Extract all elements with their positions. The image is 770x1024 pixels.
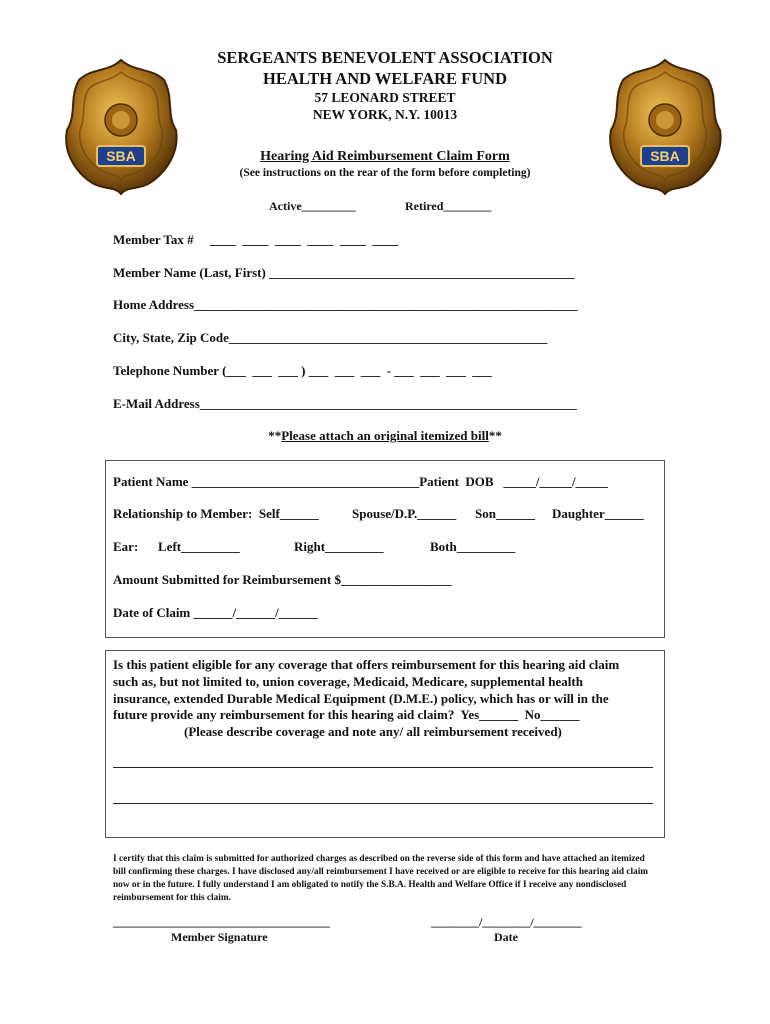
badge-text-right: SBA — [650, 148, 680, 164]
amount-submitted-field[interactable]: Amount Submitted for Reimbursement $_________________ — [113, 572, 452, 587]
patient-name-dob-field[interactable]: Patient Name ___________________________________Patient DOB _____/_____/_____ — [113, 474, 609, 489]
telephone-field[interactable]: Telephone Number (___ ___ ___ ) ___ ___ ___ - ___ ___ ___ ___ — [113, 363, 492, 378]
signature-label: Member Signature — [171, 930, 268, 944]
coverage-describe-note: (Please describe coverage and note any/ all reimbursement received) — [184, 724, 562, 739]
coverage-line3: insurance, extended Durable Medical Equipment (D.M.E.) policy, which has or will in the — [113, 691, 609, 706]
badge-text-left: SBA — [106, 148, 136, 164]
signature-date-label: Date — [494, 930, 518, 944]
ear-left-field[interactable]: Left_________ — [158, 539, 240, 554]
form-title: Hearing Aid Reimbursement Claim Form — [260, 149, 510, 164]
signature-line[interactable]: ______________________________________ — [113, 915, 330, 929]
ear-right-field[interactable]: Right_________ — [294, 539, 384, 554]
city-state-zip-field[interactable]: City, State, Zip Code_________________________________________________ — [113, 330, 548, 345]
attach-note-text: Please attach an original itemized bill — [281, 428, 489, 443]
coverage-yes-no-field[interactable]: future provide any reimbursement for this hearing aid claim? Yes______ No______ — [113, 707, 580, 722]
certification-text: I certify that this claim is submitted for authorized charges as described on the reverse side of this form and have attached an itemized bill confirming these charges. I have disclosed any/all reimbursement I have received or are eligible to receive for this hearing aid claim now or in the future. I fully understand I am obligated to notify the S.B.A. Health and Welfare Office if I receive any nondisclosed reimbursement for this claim. — [113, 854, 649, 903]
active-field[interactable]: Active_________ — [269, 199, 356, 213]
org-name-line2: HEALTH AND WELFARE FUND — [262, 69, 508, 88]
form-instructions: (See instructions on the rear of the form before completing) — [239, 167, 531, 179]
retired-field[interactable]: Retired________ — [405, 199, 492, 213]
attach-note-suffix: ** — [488, 428, 502, 443]
org-name-line1: SERGEANTS BENEVOLENT ASSOCIATION — [217, 48, 553, 67]
coverage-line2: such as, but not limited to, union coverage, Medicaid, Medicare, supplemental health — [113, 674, 583, 689]
ear-both-field[interactable]: Both_________ — [430, 539, 516, 554]
coverage-description-line2[interactable] — [113, 803, 653, 804]
relationship-spouse-field[interactable]: Spouse/D.P.______ — [352, 506, 457, 521]
relationship-daughter-field[interactable]: Daughter______ — [552, 506, 644, 521]
attach-note-prefix: ** — [268, 428, 282, 443]
member-name-field[interactable]: Member Name (Last, First) _______________________________________________ — [113, 265, 575, 280]
relationship-son-field[interactable]: Son______ — [475, 506, 535, 521]
date-of-claim-field[interactable]: Date of Claim ______/______/______ — [113, 605, 318, 620]
ear-label: Ear: — [113, 539, 139, 554]
member-tax-field[interactable]: Member Tax # ____ ____ ____ ____ ____ ____ — [113, 232, 399, 247]
coverage-description-line1[interactable] — [113, 767, 653, 768]
address-line1: 57 LEONARD STREET — [314, 90, 456, 105]
signature-date-line[interactable]: ________/________/________ — [431, 915, 582, 929]
attach-bill-note — [0, 428, 770, 444]
address-line2: NEW YORK, N.Y. 10013 — [312, 107, 458, 122]
email-field[interactable]: E-Mail Address__________________________________________________________ — [113, 396, 577, 411]
home-address-field[interactable]: Home Address___________________________________________________________ — [113, 297, 578, 312]
coverage-line1: Is this patient eligible for any coverage that offers reimbursement for this hearing aid claim — [113, 657, 620, 672]
relationship-self-field[interactable]: Relationship to Member: Self______ — [113, 506, 319, 521]
